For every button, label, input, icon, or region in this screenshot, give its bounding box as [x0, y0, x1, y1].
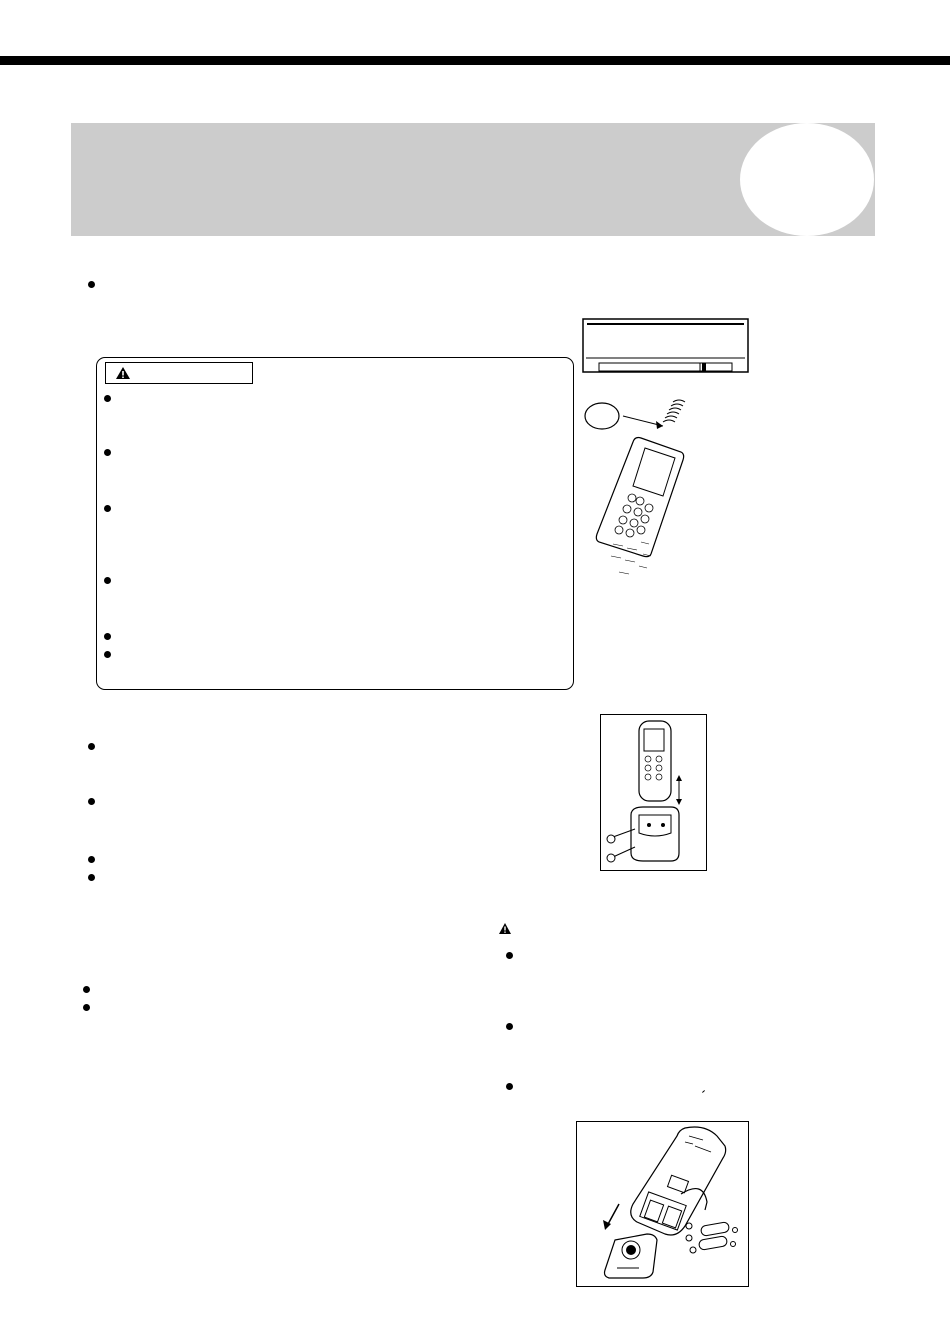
- warning-bullet-1: [104, 395, 111, 402]
- section-badge-oval: [740, 123, 874, 236]
- holder-bullet-2: [88, 798, 95, 805]
- battery-illustration-frame: [576, 1121, 749, 1287]
- warning-box: [96, 357, 574, 690]
- caution-bullet-3: [506, 1083, 513, 1090]
- warning-bullet-3: [104, 505, 111, 512]
- holder-bullet-4: [88, 874, 95, 881]
- caution-bullet-2: [506, 1023, 513, 1030]
- battery-compartment-illustration: [577, 1122, 748, 1286]
- remote-holder-illustration: [601, 715, 706, 870]
- holder-bullet-3: [88, 856, 95, 863]
- holder-bullet-1: [88, 743, 95, 750]
- warning-bullet-2: [104, 449, 111, 456]
- top-rule: [0, 56, 950, 65]
- caution-bullet-1: [506, 952, 513, 959]
- battery-bullet-1: [83, 986, 90, 993]
- battery-bullet-2: [83, 1004, 90, 1011]
- remote-holder-frame: [600, 714, 707, 871]
- warning-bullet-4: [104, 577, 111, 584]
- remote-signal-illustration: [583, 396, 693, 588]
- warning-triangle-icon: [498, 922, 512, 935]
- indoor-unit-illustration: [582, 318, 750, 374]
- warning-bullet-5: [104, 633, 111, 640]
- warning-triangle-icon: [115, 366, 131, 380]
- bullet-intro: [88, 281, 95, 288]
- stray-mark: [702, 1090, 705, 1093]
- warning-bullet-6: [104, 651, 111, 658]
- warning-label: [105, 362, 253, 384]
